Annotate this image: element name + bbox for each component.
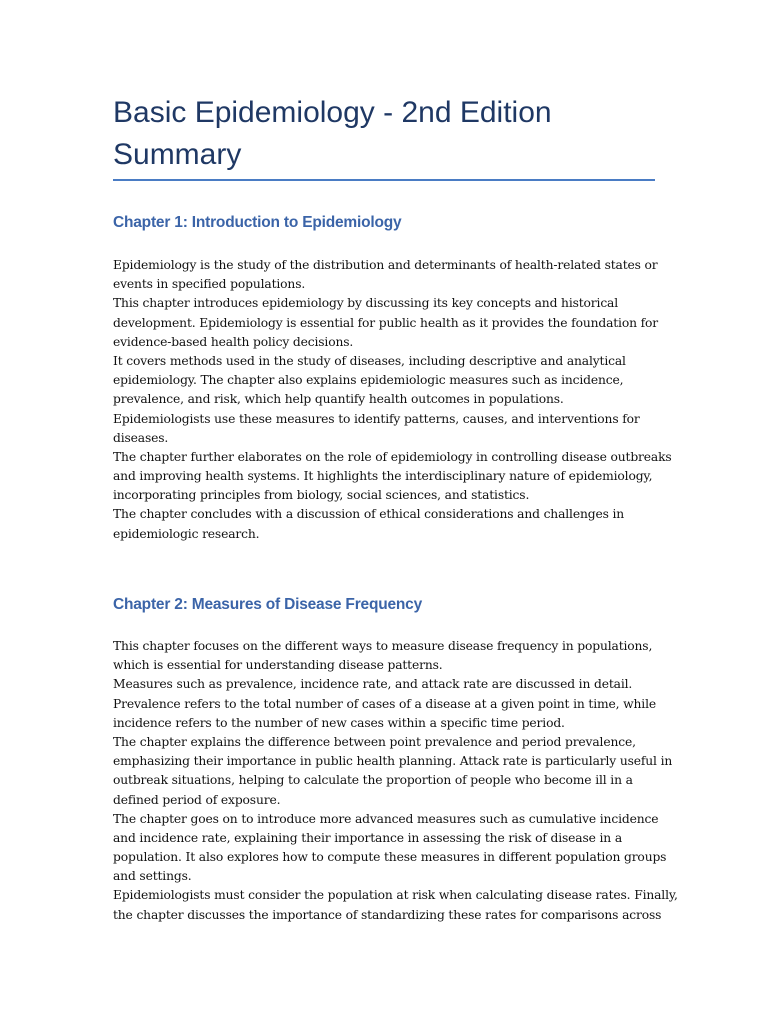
body-text-line: the chapter discusses the importance of standardizing these rates for comparisons across bbox=[113, 907, 662, 922]
title-underline-rule bbox=[113, 179, 655, 181]
document-title bbox=[113, 92, 655, 176]
document-title-line-2: Summary bbox=[113, 138, 242, 171]
body-text-line: incidence refers to the number of new cases within a specific time period. bbox=[113, 715, 565, 730]
body-text-line: and improving health systems. It highlights the interdisciplinary nature of epidemiology, bbox=[113, 469, 653, 484]
body-text-line: and settings. bbox=[113, 869, 192, 884]
chapter-1-body bbox=[113, 256, 673, 544]
body-text-line: The chapter goes on to introduce more advanced measures such as cumulative incidence bbox=[113, 811, 659, 826]
body-text-line: The chapter further elaborates on the role of epidemiology in controlling disease outbreaks bbox=[113, 449, 672, 464]
body-text-line: This chapter focuses on the different ways to measure disease frequency in populations, bbox=[113, 639, 653, 653]
body-text-line: and incidence rate, explaining their importance in assessing the risk of disease in a bbox=[113, 830, 622, 845]
body-text-line: Epidemiologists use these measures to identify patterns, causes, and interventions for bbox=[113, 411, 640, 426]
body-text-line: incorporating principles from biology, social sciences, and statistics. bbox=[113, 488, 530, 503]
body-text-line: which is essential for understanding disease patterns. bbox=[113, 658, 443, 673]
body-text-line: events in specified populations. bbox=[113, 277, 306, 292]
body-text-line: Epidemiology is the study of the distribution and determinants of health-related states or bbox=[113, 258, 658, 272]
body-text-line: development. Epidemiology is essential for public health as it provides the foundation for bbox=[113, 315, 659, 330]
body-text-line: Epidemiologists must consider the population at risk when calculating disease rates. Finally, bbox=[113, 888, 678, 903]
body-text-line: The chapter explains the difference between point prevalence and period prevalence, bbox=[113, 734, 636, 749]
body-text-line: The chapter concludes with a discussion of ethical considerations and challenges in bbox=[113, 507, 625, 522]
body-text-line: prevalence, and risk, which help quantify health outcomes in populations. bbox=[113, 392, 564, 407]
body-text-line: It covers methods used in the study of diseases, including descriptive and analytical bbox=[113, 353, 626, 368]
body-text-line: emphasizing their importance in public health planning. Attack rate is particularly useful in bbox=[113, 754, 673, 769]
body-text-line: population. It also explores how to compute these measures in different population groups bbox=[113, 850, 667, 865]
body-text-line: Measures such as prevalence, incidence rate, and attack rate are discussed in detail. bbox=[113, 677, 633, 692]
document-title-line-1: Basic Epidemiology - 2nd Edition bbox=[113, 96, 552, 129]
body-text-line: defined period of exposure. bbox=[113, 792, 281, 807]
chapter-2-body bbox=[113, 637, 678, 925]
chapter-1-heading: Chapter 1: Introduction to Epidemiology bbox=[113, 214, 402, 231]
body-text-line: Prevalence refers to the total number of cases of a disease at a given point in time, while bbox=[113, 696, 656, 711]
body-text-line: evidence-based health policy decisions. bbox=[113, 334, 354, 349]
body-text-line: diseases. bbox=[113, 430, 169, 445]
chapter-2-heading: Chapter 2: Measures of Disease Frequency bbox=[113, 596, 423, 613]
body-text-line: outbreak situations, helping to calculate the proportion of people who become ill in a bbox=[113, 773, 633, 788]
body-text-line: epidemiology. The chapter also explains epidemiologic measures such as incidence, bbox=[113, 373, 624, 388]
body-text-line: epidemiologic research. bbox=[113, 526, 260, 541]
body-text-line: This chapter introduces epidemiology by discussing its key concepts and historical bbox=[113, 296, 619, 311]
